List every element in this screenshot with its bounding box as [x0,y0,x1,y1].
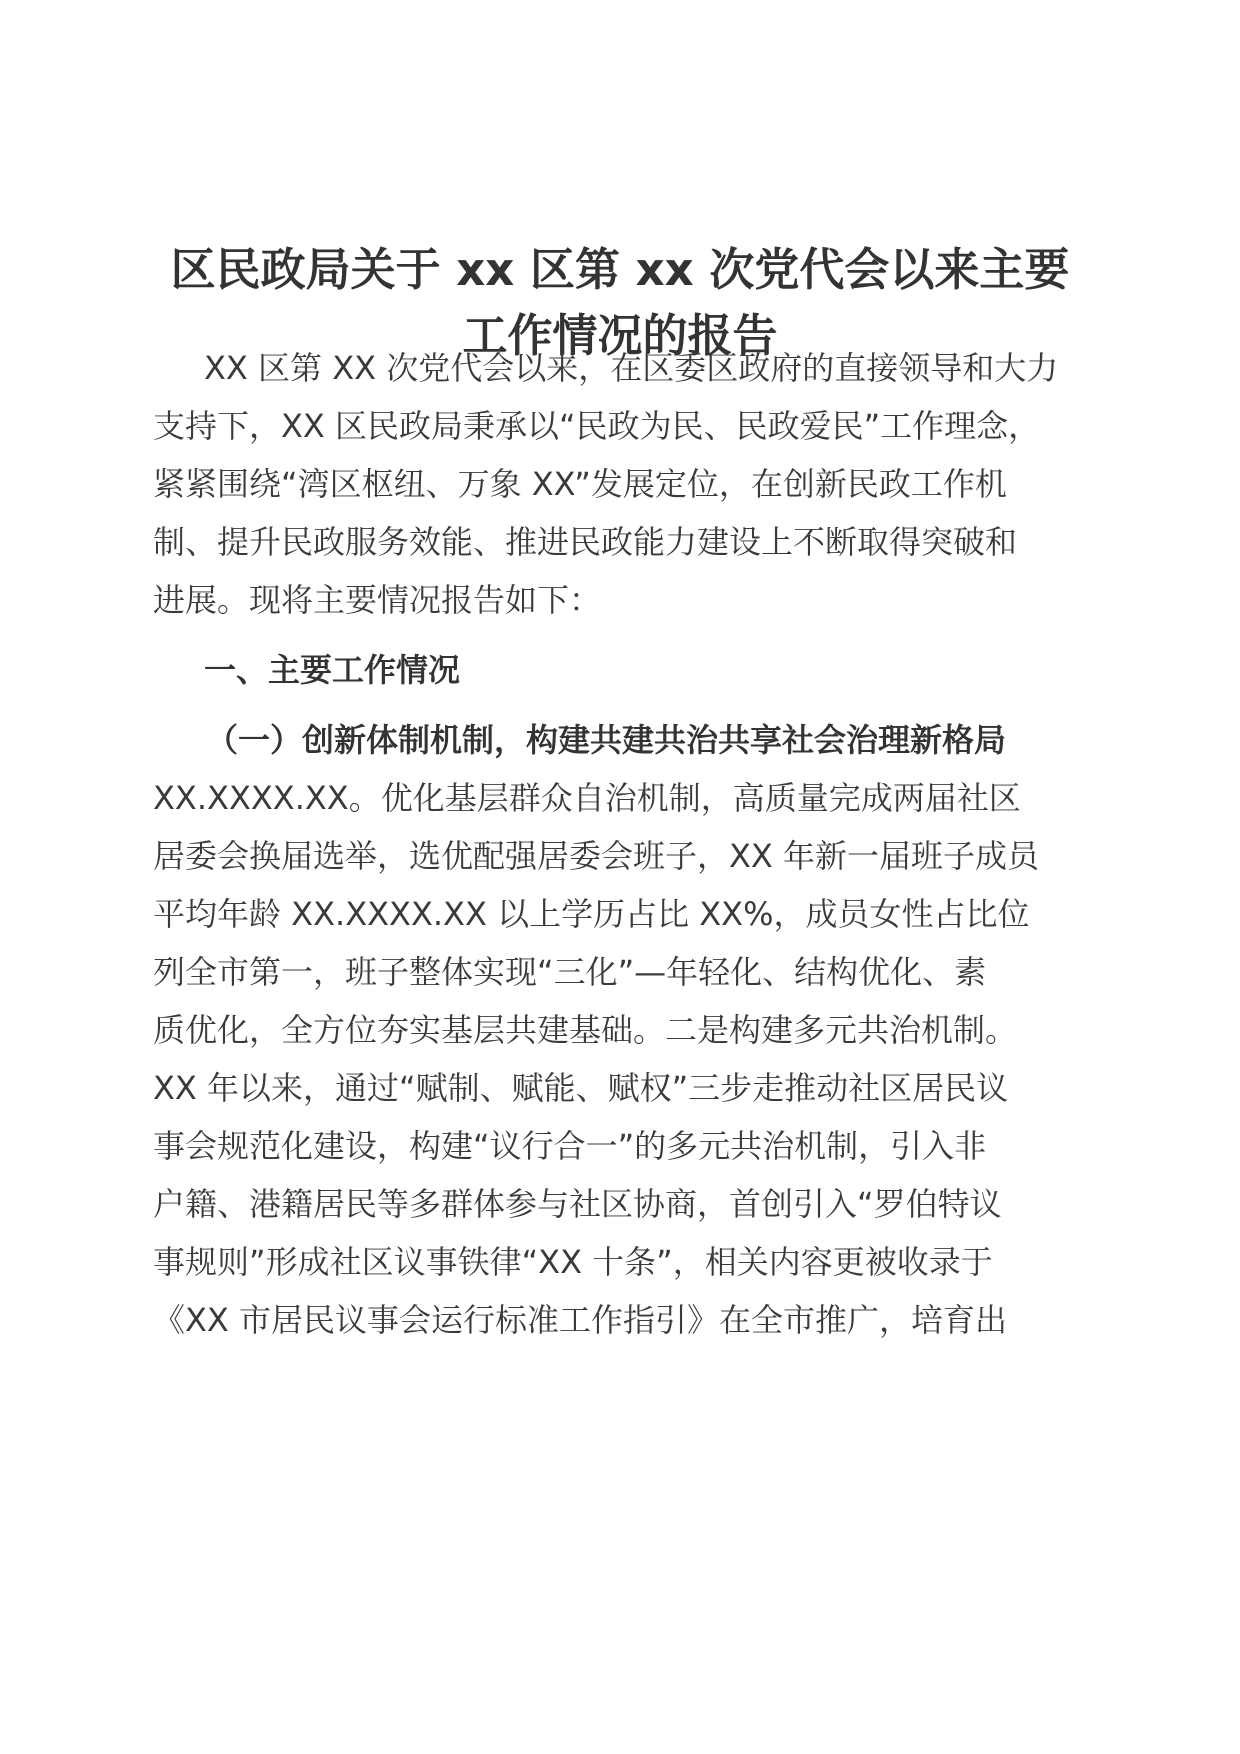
document-title-line-2: 工作情况的报告 [462,309,778,362]
body-line-5: 质优化，全方位夯实基层共建基础。二是构建多元共治机制。 [153,1011,1018,1049]
body-line-10: 《XX 市居民议事会运行标准工作指引》在全市推广，培育出 [153,1301,1008,1339]
intro-line-5: 进展。现将主要情况报告如下： [153,581,602,619]
intro-line-3: 紧紧围绕“湾区枢纽、万象 XX”发展定位，在创新民政工作机 [153,465,1007,503]
body-line-6: XX 年以来，通过“赋制、赋能、赋权”三步走推动社区居民议 [153,1069,1009,1107]
body-line-2: 居委会换届选举，选优配强居委会班子，XX 年新一届班子成员 [153,837,1040,875]
body-line-3: 平均年龄 XX.XXXX.XX 以上学历占比 XX%，成员女性占比位 [153,895,1030,933]
document-title-line-1: 区民政局关于 xx 区第 xx 次党代会以来主要 [170,243,1070,296]
section-heading: 一、主要工作情况 [204,651,461,689]
body-line-1: XX.XXXX.XX。优化基层群众自治机制，高质量完成两届社区 [153,779,1021,817]
body-line-7: 事会规范化建设，构建“议行合一”的多元共治机制，引入非 [153,1127,987,1165]
body-line-4: 列全市第一，班子整体实现“三化”—年轻化、结构优化、素 [153,953,987,991]
intro-line-2: 支持下，XX 区民政局秉承以“民政为民、民政爱民”工作理念， [153,407,1041,445]
body-line-8: 户籍、港籍居民等多群体参与社区协商，首创引入“罗伯特议 [153,1185,1002,1223]
intro-line-1: XX 区第 XX 次党代会以来，在区委区政府的直接领导和大力 [204,349,1059,387]
intro-line-4: 制、提升民政服务效能、推进民政能力建设上不断取得突破和 [153,523,1018,561]
subsection-heading: （一）创新体制机制，构建共建共治共享社会治理新格局 [206,721,1007,759]
body-line-9: 事规则”形成社区议事铁律“XX 十条”，相关内容更被收录于 [153,1243,993,1281]
